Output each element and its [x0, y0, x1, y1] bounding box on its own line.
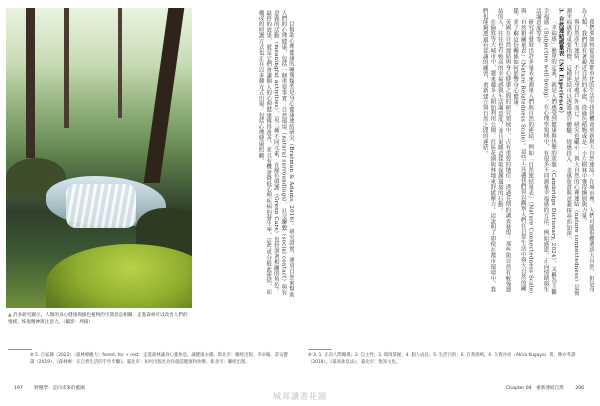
page-number: 206	[575, 386, 584, 391]
paragraph: 與自然產生連結，不只是身處戶外而已。研究也顯示：與大自然的心理連結（nature connectedness）是預測幸福感的重要指標，這種連結可以透過感官體驗、情感投入、美感欣賞與意義探尋而加深。	[565, 8, 579, 296]
caption-bullet-icon: ▲	[8, 313, 13, 318]
paragraph: 英國在自然連結與身心健康之間的研究領域中，占有重要的地位。透過長期的調查發現：那些與自然有較強連結的人，往往也有較高的幸福感與生活滿意度，並且更願意採取保護環境的行動。	[496, 8, 511, 293]
paragraph: 「幸福感」簡單的定義，就是人們感受到健康與快樂的狀態（Cambridge Dictionary, 2024），又稱為主觀幸福感（Subjective well-being）。在心理學領域中，有很多不同測量幸福感的方法，例如感恩、正向情緒與生活滿意度等等。	[534, 8, 557, 295]
photo-caption: ▲ 許多研究顯示，人類的身心健康與綠色植物的空間息息相關，走進森林可以改善人們的情緒，恢復精神與注意力。（攝影：周揚）	[8, 313, 188, 325]
footnote: ※ 5. 自家縣（2022）〈森林療癒力〉forest, for + rest：走進森林讓身心靈休息，讓健康永續。新北市：聯經出版；李卓翰，莊安寶譯（2019）。《森林療：在自然生活的手作步驟》。臺北市：如何出版社為你創造健康和快樂。新北市：聯經出版。	[30, 353, 288, 365]
page-folio	[14, 386, 85, 392]
paragraph: 以幫助心理健康的嘛幾類型是身心健康連結研究（Bratman & Adams, 2016）。研究證實，運用自然來幫助人們的心理健康，包括一個重要事實：自然環境（natural surroundings）、社交聯繫（social contact）與有意義的活動（meaningful activities）。這三種不同元素，在綠色照護（Green Care）也扮演著相關的角色。最終的效果，就是它們會讓個人的心理健康獲得改善，並且有機會降低心理疾病的發生率。這些成分彼此連結，而構成的照護方式也正在以多種方式出現：包括心理健康照顧。	[257, 10, 294, 298]
section-subheading: 3. 自然連結感量表（NR Experience）	[557, 8, 564, 117]
paragraph: 在倫敦等大城市中，越來越多人開始利用公園、社區花園與林地來舒緩壓力。這說明了即使在都市環境中，我們也能夠透過有意識的練習，重新建立與自然之間的連結。	[481, 8, 496, 293]
right-body-text	[308, 8, 594, 296]
page-folio	[506, 386, 584, 392]
forest-stream-photo	[6, 8, 192, 308]
running-title: Chapter 04 重新連結自然	[505, 386, 564, 391]
left-body-text	[198, 10, 294, 298]
paragraph: 研究者發展出許多量表來測量人們與自然的連結，例如「自然連結量表」（Nature Connectedness Scale）與「自然相關量表」（Nature Relatedness Scale）。這些工具讓我們得以觀察人們在日常生活中與大自然的關係，並了解這份關係如何影響身心健康。	[512, 8, 534, 295]
paragraph: 我們要如何從高度都市化的生活中找到機會重新與大自然連結？在城市裡，人們可能很難遇到大自然，但是身為人類，我們卻有著親近自然的本能，從綠色植物或是一小片樹林中獲得撫慰與力量。	[580, 8, 594, 293]
footnote: ※ 3. 1. 正向人際關係；2. 自主性；3. 環境掌握；4. 個人成長；5. 生活目的；6. 自我接納。4. 久賀谷亮（Akira Kugaya）著，陳亦苓譯（2018）。《最高休息法》。臺北市：悅知文化。	[308, 353, 576, 365]
footnote-rule	[8, 349, 32, 350]
watermark: 城邦讀書花園	[273, 392, 327, 401]
page-number: 197	[14, 386, 23, 391]
footnote-rule	[308, 349, 332, 350]
running-title: 野蠻學：走向未來的藍圖	[34, 386, 85, 391]
right-page	[300, 0, 600, 406]
